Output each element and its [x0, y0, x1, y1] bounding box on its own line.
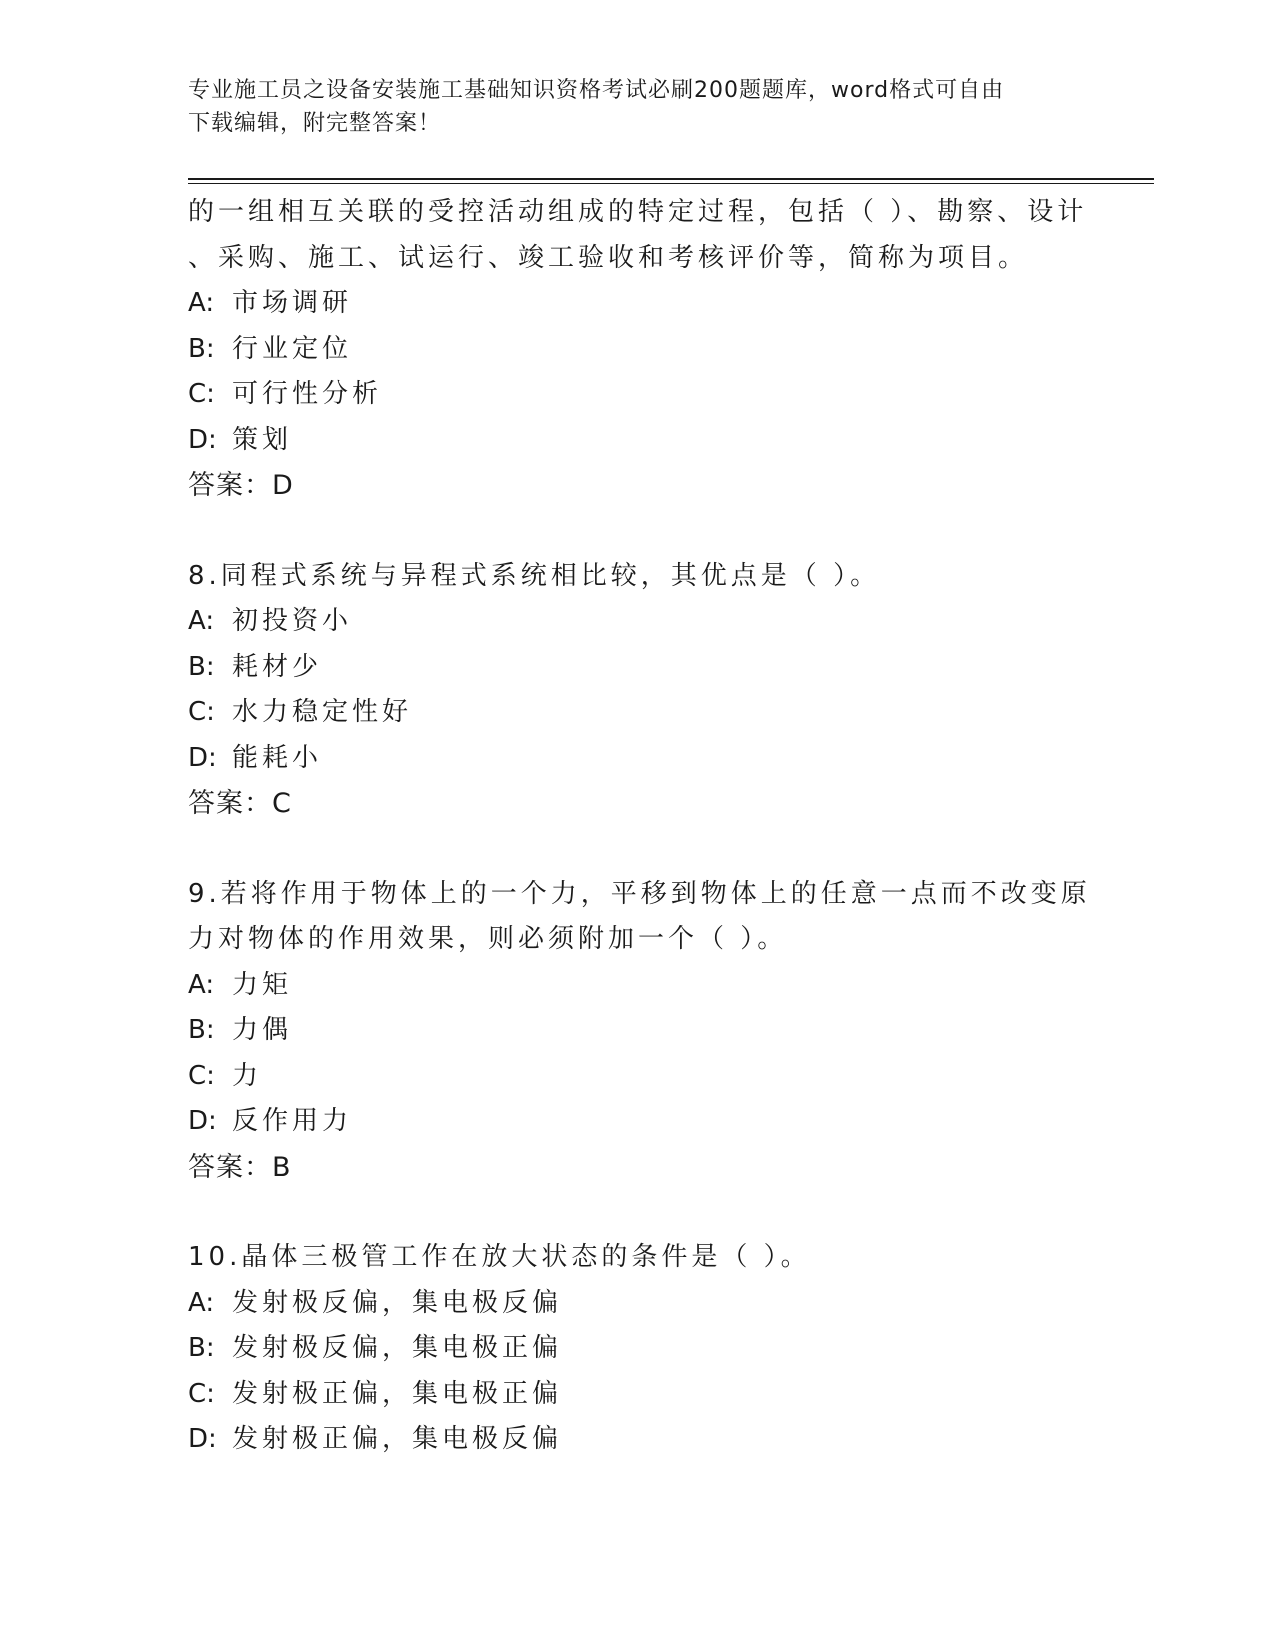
option-label: B:	[188, 651, 215, 682]
document-header	[188, 74, 1088, 140]
option-label: D:	[188, 1106, 217, 1136]
question-stem: 的一组相互关联的受控活动组成的特定过程，包括（ ）、勘察、设计	[188, 197, 1088, 227]
question-8	[188, 554, 1128, 827]
header-divider-thick	[188, 178, 1154, 180]
option-text: 市场调研	[232, 288, 353, 318]
option-d	[188, 736, 1128, 782]
question-stem: 力对物体的作用效果，则必须附加一个（ ）。	[188, 924, 788, 954]
option-d	[188, 1417, 1128, 1463]
question-list	[188, 190, 1128, 1463]
option-text: 力矩	[232, 969, 293, 1000]
option-label: C:	[188, 697, 215, 727]
option-a	[188, 963, 1128, 1009]
question-7	[188, 190, 1128, 509]
question-9	[188, 872, 1128, 1191]
option-b	[188, 327, 1128, 373]
option-text: 反作用力	[232, 1106, 353, 1136]
option-text: 行业定位	[232, 333, 353, 364]
header-line-1: 专业施工员之设备安装施工基础知识资格考试必刷200题题库，word格式可自由	[188, 78, 1005, 103]
option-text: 发射极正偏，集电极正偏	[232, 1378, 563, 1409]
option-label: A:	[188, 969, 215, 1000]
question-stem: 、采购、施工、试运行、竣工验收和考核评价等，简称为项目。	[188, 242, 1029, 273]
option-text: 力偶	[232, 1015, 293, 1045]
answer-line: 答案：B	[188, 1151, 292, 1183]
option-d	[188, 1099, 1128, 1145]
option-label: C:	[188, 1060, 215, 1091]
question-stem: 8.同程式系统与异程式系统相比较，其优点是（ ）。	[188, 560, 881, 591]
answer-line: 答案：D	[188, 470, 294, 501]
option-label: A:	[188, 288, 215, 318]
option-label: A:	[188, 1287, 215, 1318]
option-label: B:	[188, 1333, 215, 1363]
option-text: 发射极正偏，集电极反偏	[232, 1424, 563, 1454]
spacer	[188, 1190, 1128, 1235]
option-text: 策划	[232, 424, 293, 455]
option-d	[188, 418, 1128, 464]
option-b	[188, 1326, 1128, 1372]
option-text: 水力稳定性好	[232, 697, 413, 727]
header-line-2: 下载编辑，附完整答案！	[188, 111, 442, 136]
option-c	[188, 1372, 1128, 1418]
option-text: 发射极反偏，集电极正偏	[232, 1333, 563, 1363]
option-a	[188, 599, 1128, 645]
option-a	[188, 1281, 1128, 1327]
option-text: 能耗小	[232, 742, 323, 773]
option-c	[188, 690, 1128, 736]
option-label: D:	[188, 424, 217, 455]
option-c	[188, 1054, 1128, 1100]
option-b	[188, 645, 1128, 691]
option-label: D:	[188, 742, 217, 773]
question-stem: 10.晶体三极管工作在放大状态的条件是（ ）。	[188, 1242, 811, 1272]
option-text: 可行性分析	[232, 379, 383, 409]
option-c	[188, 372, 1128, 418]
option-b	[188, 1008, 1128, 1054]
spacer	[188, 827, 1128, 872]
question-10	[188, 1235, 1128, 1463]
option-text: 力	[232, 1060, 263, 1091]
option-label: B:	[188, 1015, 215, 1045]
option-text: 初投资小	[232, 606, 353, 636]
option-label: C:	[188, 1378, 215, 1409]
question-stem: 9.若将作用于物体上的一个力，平移到物体上的任意一点而不改变原	[188, 878, 1091, 909]
option-label: D:	[188, 1424, 217, 1454]
answer-line: 答案：C	[188, 788, 292, 819]
option-label: B:	[188, 333, 215, 364]
option-label: A:	[188, 606, 215, 636]
option-label: C:	[188, 379, 215, 409]
option-a	[188, 281, 1128, 327]
option-text: 发射极反偏，集电极反偏	[232, 1287, 563, 1318]
header-divider-thin	[188, 183, 1154, 184]
option-text: 耗材少	[232, 651, 323, 682]
spacer	[188, 509, 1128, 554]
